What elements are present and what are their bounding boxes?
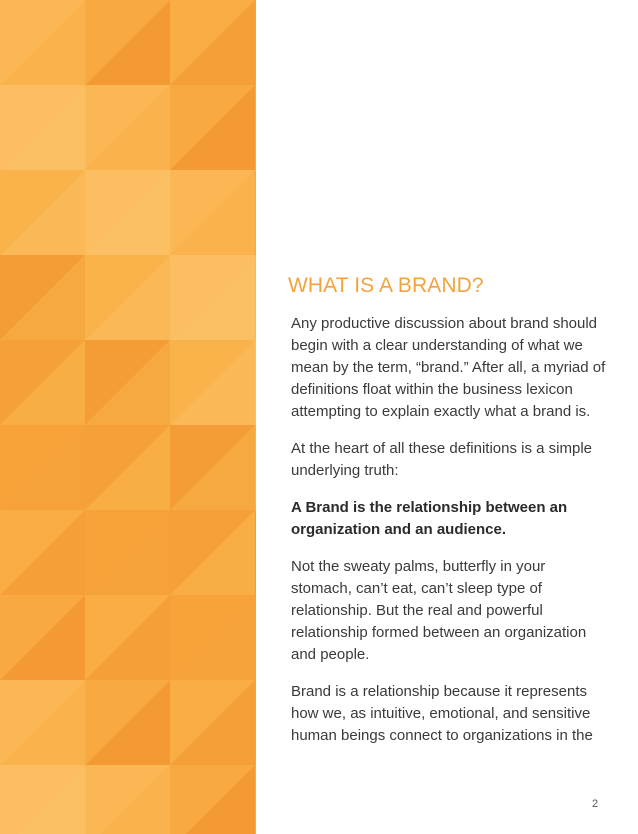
paragraph-connection: Brand is a relationship because it represents how we, as intuitive, emotional, and sensitive human beings connect to organizations in the: [291, 683, 593, 744]
body-text: [291, 313, 609, 762]
paragraph-intro: Any productive discussion about brand should begin with a clear understanding of what we mean by the term, “brand.” After all, a myriad of definitions float within the business lexicon attempting to explain exactly what a brand is.: [291, 315, 606, 420]
pattern-triangle: [255, 765, 256, 834]
pattern-triangle: [255, 680, 256, 765]
paragraph-relationship: Not the sweaty palms, butterfly in your stomach, can’t eat, can’t sleep type of relationship. But the real and powerful relationship formed between an organization and people.: [291, 558, 587, 663]
decorative-orange-panel: [0, 0, 256, 834]
pattern-triangle: [255, 425, 256, 510]
pattern-triangle: [255, 595, 256, 680]
pattern-triangle: [255, 340, 256, 425]
page-title: WHAT IS A BRAND?: [288, 274, 484, 297]
paragraph-truth: At the heart of all these definitions is a simple underlying truth:: [291, 440, 592, 479]
paragraph-definition: A Brand is the relationship between an organization and an audience.: [291, 499, 568, 538]
page-number: 2: [592, 798, 599, 810]
pattern-triangle: [255, 510, 256, 595]
pattern-triangle: [255, 255, 256, 340]
pattern-triangle: [255, 170, 256, 255]
pattern-triangle: [255, 0, 256, 85]
pattern-triangle: [255, 85, 256, 170]
triangle-pattern: [0, 0, 256, 834]
